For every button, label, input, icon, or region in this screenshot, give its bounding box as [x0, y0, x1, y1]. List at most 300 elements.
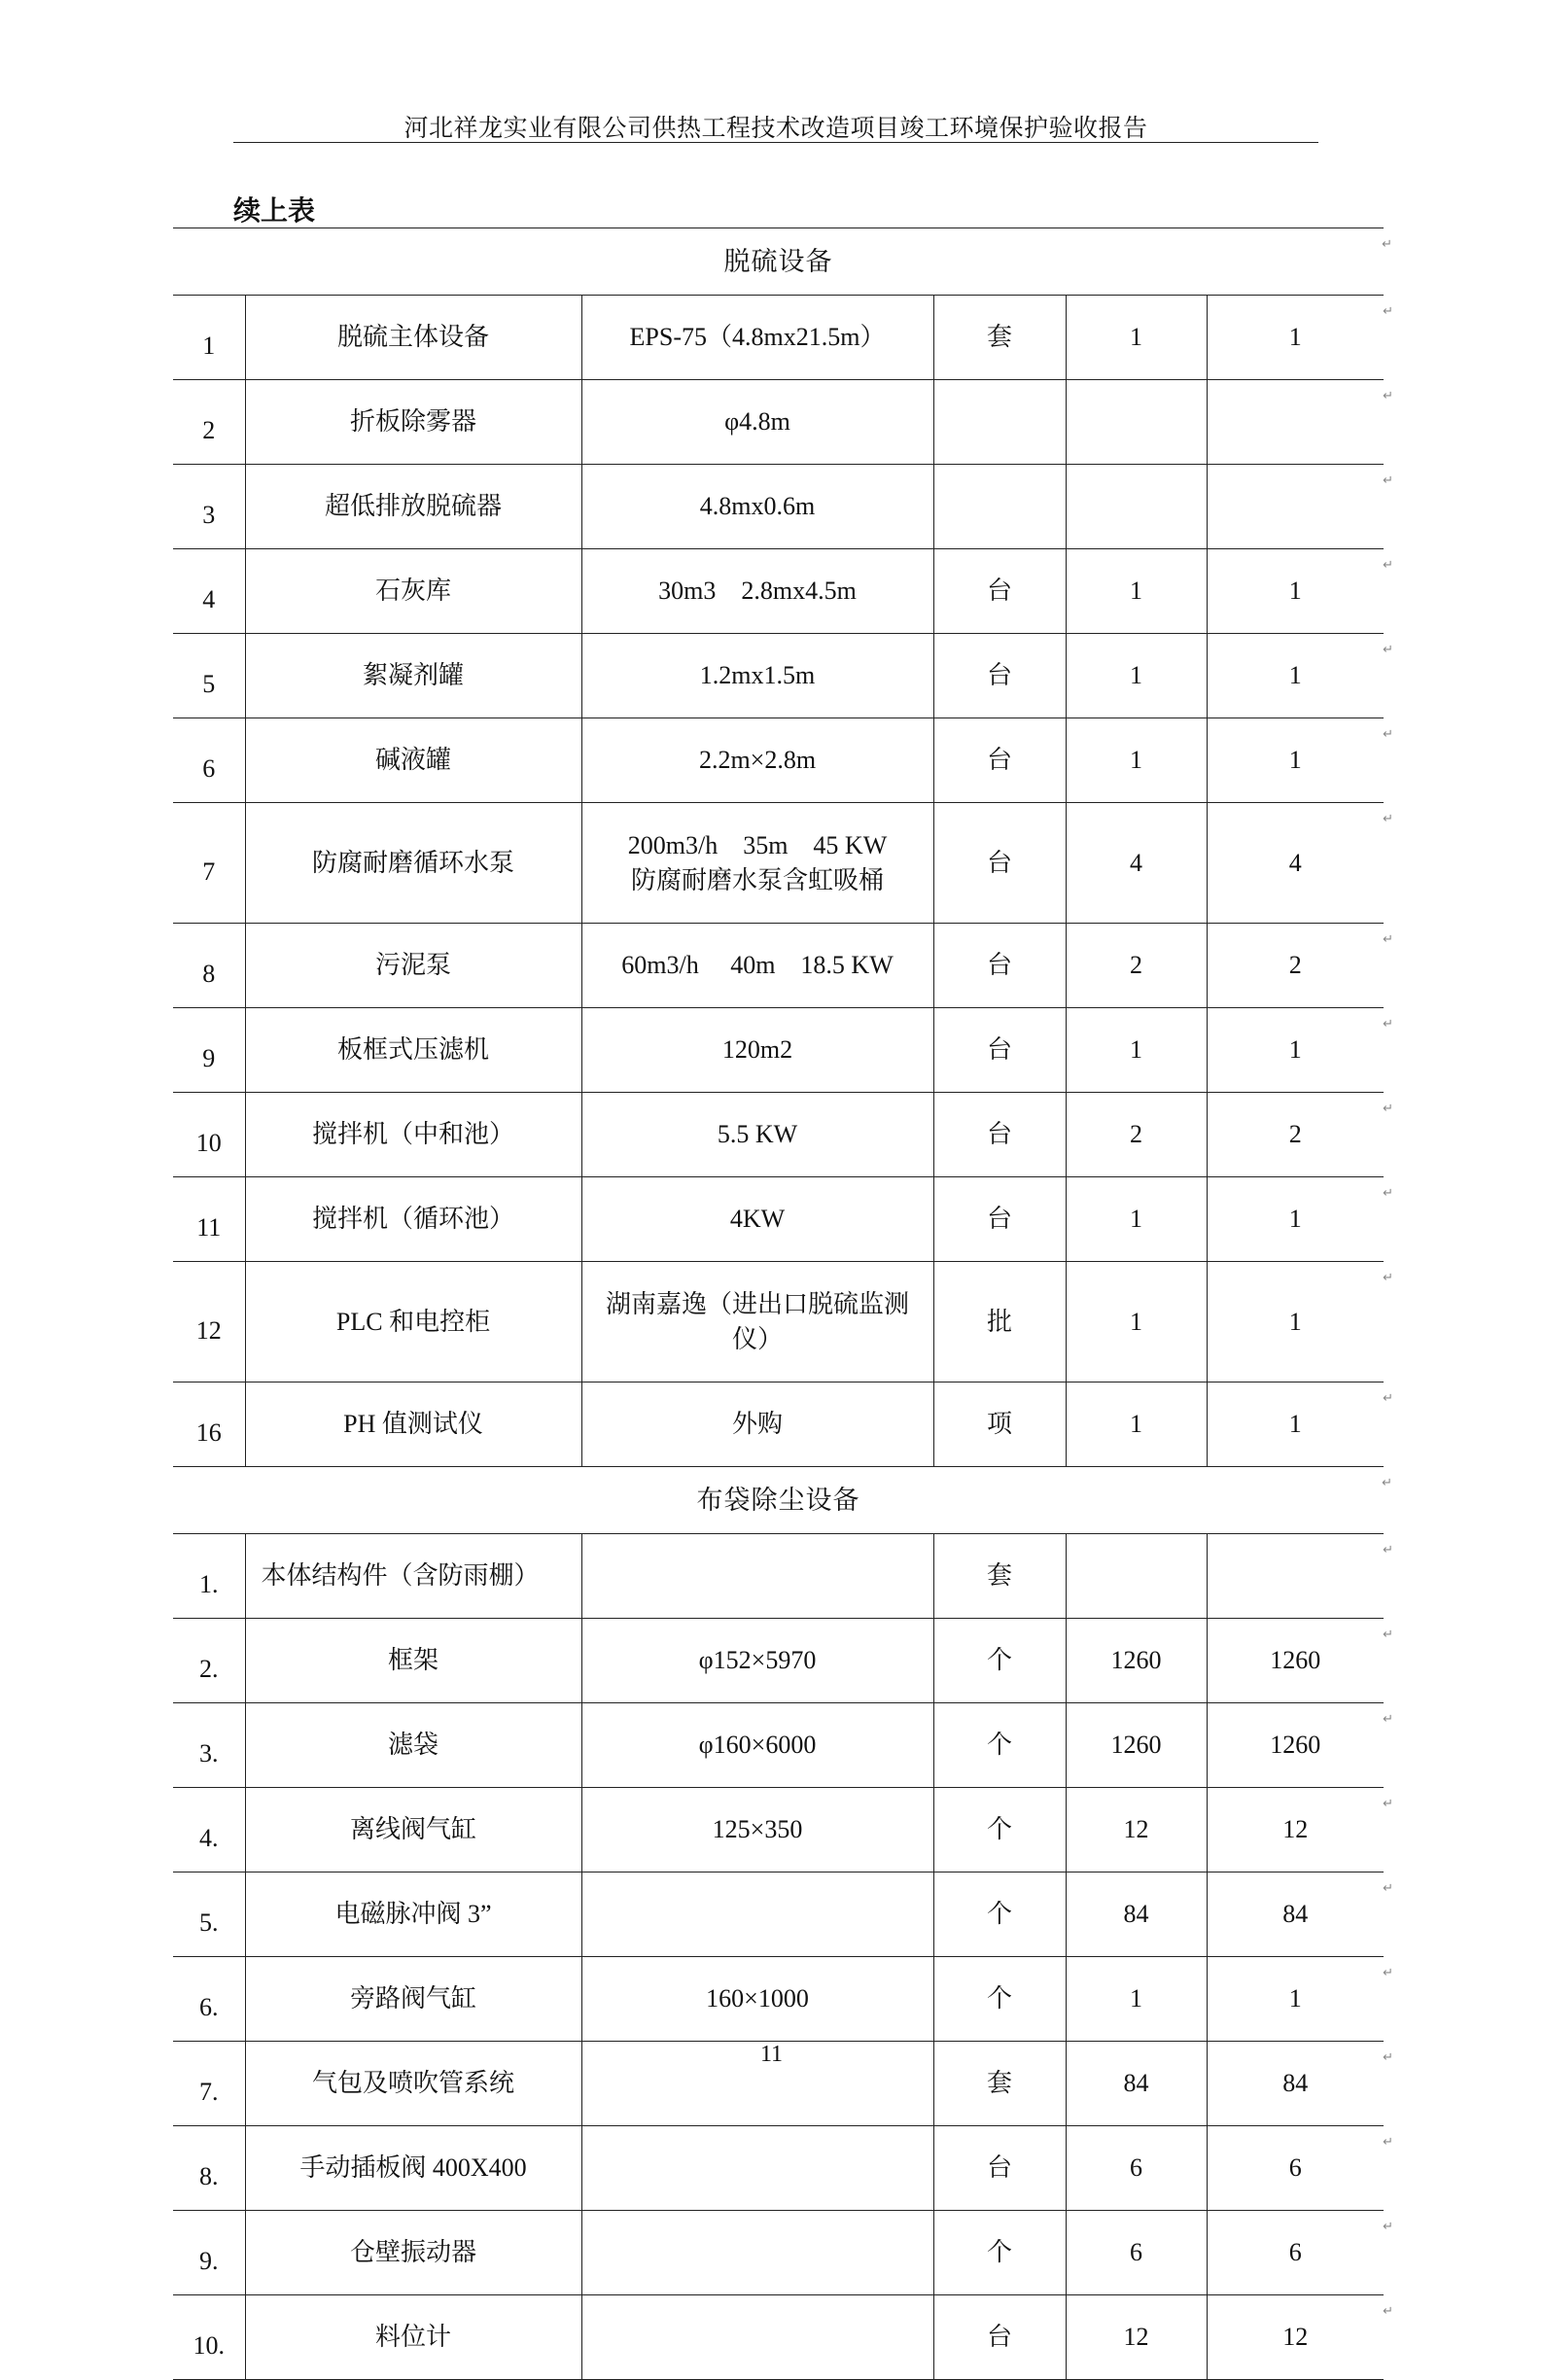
page-header-title: 河北祥龙实业有限公司供热工程技术改造项目竣工环境保护验收报告: [403, 116, 1148, 142]
item-actual-qty: 12: [1282, 2323, 1309, 2352]
item-number: 2: [202, 416, 216, 445]
item-actual-qty-cell: [1207, 1177, 1394, 1262]
item-spec-cell: [581, 1872, 933, 1957]
item-design-qty: 6: [1130, 2153, 1142, 2183]
item-name-cell: [245, 2126, 581, 2211]
item-actual-qty: 1: [1288, 1984, 1302, 2013]
paragraph-mark-icon: ↵: [1382, 237, 1394, 252]
item-spec-cell: [581, 465, 933, 549]
item-unit-cell: [933, 1382, 1066, 1467]
item-name-cell: [245, 2295, 581, 2380]
item-number-cell: [173, 1703, 245, 1788]
paragraph-mark-icon: ↵: [1383, 558, 1394, 573]
item-actual-qty-cell: [1207, 924, 1394, 1008]
item-number: 3.: [199, 1739, 219, 1768]
item-design-qty-cell: [1066, 2126, 1207, 2211]
item-unit: 台: [986, 848, 1012, 877]
item-name-cell: [245, 1177, 581, 1262]
item-design-qty: 12: [1123, 1815, 1149, 1844]
item-number: 6: [202, 754, 216, 784]
item-design-qty: 1260: [1110, 1646, 1162, 1675]
item-actual-qty: 1260: [1270, 1731, 1321, 1760]
item-actual-qty-cell: [1207, 1262, 1394, 1382]
item-number-cell: [173, 1008, 245, 1093]
item-number-cell: [173, 634, 245, 718]
item-number-cell: [173, 1534, 245, 1619]
item-design-qty-cell: [1066, 1619, 1207, 1703]
item-number-cell: [173, 1619, 245, 1703]
item-name: 防腐耐磨循环水泵: [311, 848, 514, 877]
table-row: [173, 803, 1384, 924]
item-name: 料位计: [374, 2323, 451, 2352]
table-row: [173, 634, 1384, 718]
item-actual-qty: 6: [1288, 2153, 1302, 2183]
item-actual-qty-cell: [1207, 1957, 1394, 2042]
item-actual-qty: 12: [1282, 1815, 1309, 1844]
item-unit: 个: [986, 1984, 1012, 2013]
item-spec-cell: [581, 1262, 933, 1382]
item-unit: 台: [986, 746, 1012, 775]
item-unit-cell: [933, 1957, 1066, 2042]
item-unit-cell: [933, 1008, 1066, 1093]
paragraph-mark-icon: ↵: [1383, 1271, 1394, 1285]
item-design-qty-cell: [1066, 1382, 1207, 1467]
item-unit: 个: [986, 1900, 1012, 1929]
item-unit: 套: [986, 323, 1012, 352]
item-spec: φ160×6000: [698, 1731, 817, 1760]
item-name: 折板除雾器: [349, 407, 476, 437]
item-actual-qty: 1260: [1270, 1646, 1321, 1675]
item-number: 3: [202, 501, 216, 530]
section-header-row: [173, 228, 1384, 296]
table-row: [173, 1957, 1384, 2042]
item-name: 气包及喷吹管系统: [311, 2069, 514, 2098]
item-unit: 台: [986, 1205, 1012, 1234]
table-row: [173, 718, 1384, 803]
item-spec-cell: [581, 1008, 933, 1093]
item-design-qty-cell: [1066, 1262, 1207, 1382]
item-design-qty: 1: [1130, 1307, 1142, 1336]
header-rule: [233, 142, 1318, 143]
item-name: 板框式压滤机: [336, 1035, 489, 1065]
item-unit: 项: [986, 1410, 1012, 1439]
item-spec-cell: [581, 380, 933, 465]
item-spec: 1.2mx1.5m: [699, 661, 816, 690]
item-name-cell: [245, 1703, 581, 1788]
paragraph-mark-icon: ↵: [1383, 1881, 1394, 1896]
item-actual-qty-cell: [1207, 1872, 1394, 1957]
table-row: [173, 1382, 1384, 1467]
item-name-cell: [245, 1619, 581, 1703]
item-spec: 4.8mx0.6m: [699, 492, 816, 521]
item-number-cell: [173, 1788, 245, 1872]
item-unit: 批: [986, 1307, 1012, 1336]
item-design-qty: 1: [1130, 323, 1142, 352]
item-spec: 外购: [731, 1410, 783, 1439]
item-unit-cell: [933, 296, 1066, 380]
paragraph-mark-icon: ↵: [1383, 932, 1394, 947]
paragraph-mark-icon: ↵: [1383, 643, 1394, 657]
item-actual-qty: 1: [1288, 577, 1302, 606]
paragraph-mark-icon: ↵: [1383, 1186, 1394, 1201]
item-design-qty-cell: [1066, 718, 1207, 803]
item-unit: 套: [986, 2069, 1012, 2098]
item-unit-cell: [933, 465, 1066, 549]
item-number: 1.: [199, 1570, 219, 1599]
item-spec-cell: [581, 1619, 933, 1703]
item-name-cell: [245, 1957, 581, 2042]
item-unit-cell: [933, 1177, 1066, 1262]
item-name: 搅拌机（循环池）: [311, 1205, 514, 1234]
item-spec-cell: [581, 634, 933, 718]
item-actual-qty-cell: [1207, 1093, 1394, 1177]
item-design-qty: 1: [1130, 1205, 1142, 1234]
table-row: [173, 2211, 1384, 2295]
item-number: 7: [202, 857, 216, 886]
item-unit-cell: [933, 1093, 1066, 1177]
item-actual-qty: 1: [1288, 1307, 1302, 1336]
item-design-qty: 1: [1130, 661, 1142, 690]
item-number-cell: [173, 2295, 245, 2380]
item-design-qty-cell: [1066, 2211, 1207, 2295]
item-unit-cell: [933, 634, 1066, 718]
paragraph-mark-icon: ↵: [1383, 1712, 1394, 1727]
item-name: 搅拌机（中和池）: [311, 1120, 514, 1149]
item-unit-cell: [933, 2126, 1066, 2211]
paragraph-mark-icon: ↵: [1383, 1543, 1394, 1558]
item-spec: φ152×5970: [698, 1646, 817, 1675]
item-actual-qty-cell: [1207, 2295, 1394, 2380]
item-spec-cell: [581, 803, 933, 924]
page-number: 11: [759, 2042, 784, 2067]
table-row: [173, 549, 1384, 634]
item-unit-cell: [933, 2295, 1066, 2380]
item-number: 12: [195, 1315, 222, 1345]
item-unit: 台: [986, 2323, 1012, 2352]
item-spec: 2.2m×2.8m: [698, 746, 817, 775]
table-row: [173, 296, 1384, 380]
item-number-cell: [173, 924, 245, 1008]
item-unit: 个: [986, 1646, 1012, 1675]
item-name: 电磁脉冲阀 3”: [334, 1900, 492, 1929]
item-unit: 个: [986, 1815, 1012, 1844]
item-name: 离线阀气缸: [349, 1815, 476, 1844]
item-actual-qty-cell: [1207, 1619, 1394, 1703]
item-unit-cell: [933, 924, 1066, 1008]
item-design-qty: 84: [1123, 1900, 1149, 1929]
item-unit-cell: [933, 718, 1066, 803]
item-actual-qty-cell: [1207, 296, 1394, 380]
item-number: 4.: [199, 1824, 219, 1853]
item-number: 10: [195, 1129, 222, 1158]
item-spec: 4KW: [729, 1205, 786, 1234]
paragraph-mark-icon: ↵: [1383, 1966, 1394, 1980]
item-design-qty-cell: [1066, 296, 1207, 380]
item-design-qty-cell: [1066, 1177, 1207, 1262]
item-number: 7.: [199, 2078, 219, 2107]
item-name-cell: [245, 2211, 581, 2295]
item-actual-qty-cell: [1207, 1382, 1394, 1467]
item-actual-qty-cell: [1207, 2126, 1394, 2211]
item-name-cell: [245, 1382, 581, 1467]
paragraph-mark-icon: ↵: [1383, 1102, 1394, 1116]
item-spec-line2: 防腐耐磨水泵含虹吸桶: [630, 865, 884, 894]
paragraph-mark-icon: ↵: [1382, 1476, 1394, 1490]
item-design-qty-cell: [1066, 2295, 1207, 2380]
table-row: [173, 1093, 1384, 1177]
paragraph-mark-icon: ↵: [1383, 2220, 1394, 2234]
item-number: 4: [202, 585, 216, 614]
item-actual-qty-cell: [1207, 1534, 1394, 1619]
item-number-cell: [173, 1262, 245, 1382]
paragraph-mark-icon: ↵: [1383, 2135, 1394, 2150]
item-actual-qty: 1: [1288, 1205, 1302, 1234]
item-unit-cell: [933, 1534, 1066, 1619]
item-design-qty: 12: [1123, 2323, 1149, 2352]
item-number: 1: [202, 332, 216, 361]
item-design-qty-cell: [1066, 465, 1207, 549]
item-design-qty: 1: [1130, 1410, 1142, 1439]
item-unit-cell: [933, 1788, 1066, 1872]
item-name-cell: [245, 924, 581, 1008]
item-design-qty-cell: [1066, 1788, 1207, 1872]
paragraph-mark-icon: ↵: [1383, 304, 1394, 319]
item-design-qty-cell: [1066, 1703, 1207, 1788]
item-name-cell: [245, 718, 581, 803]
item-actual-qty-cell: [1207, 803, 1394, 924]
item-name: 本体结构件（含防雨棚）: [261, 1561, 540, 1591]
item-number-cell: [173, 465, 245, 549]
item-unit: 套: [986, 1561, 1012, 1591]
item-name: 絮凝剂罐: [362, 661, 464, 690]
item-actual-qty: 1: [1288, 323, 1302, 352]
item-spec: 5.5 KW: [717, 1120, 798, 1149]
item-unit-cell: [933, 380, 1066, 465]
item-number: 5: [202, 670, 216, 699]
item-design-qty-cell: [1066, 803, 1207, 924]
item-name: 脱硫主体设备: [336, 323, 489, 352]
item-actual-qty-cell: [1207, 1008, 1394, 1093]
table-row: [173, 1872, 1384, 1957]
item-actual-qty: 1: [1288, 661, 1302, 690]
item-spec: EPS-75（4.8mx21.5m）: [629, 323, 886, 352]
item-design-qty: 6: [1130, 2238, 1142, 2267]
item-unit-cell: [933, 1703, 1066, 1788]
item-actual-qty: 1: [1288, 746, 1302, 775]
item-design-qty-cell: [1066, 1872, 1207, 1957]
item-name-cell: [245, 296, 581, 380]
item-unit: 台: [986, 1035, 1012, 1065]
table-row: [173, 1177, 1384, 1262]
item-name-cell: [245, 1262, 581, 1382]
item-name: 仓壁振动器: [349, 2238, 476, 2267]
item-name-cell: [245, 549, 581, 634]
item-spec-cell: [581, 296, 933, 380]
item-design-qty: 2: [1130, 951, 1142, 980]
table-row: [173, 924, 1384, 1008]
item-name: 超低排放脱硫器: [324, 492, 502, 521]
item-number: 16: [195, 1418, 222, 1448]
item-spec-cell: [581, 1093, 933, 1177]
item-name: 石灰库: [374, 577, 451, 606]
item-design-qty-cell: [1066, 1534, 1207, 1619]
item-name: 碱液罐: [374, 746, 451, 775]
item-unit-cell: [933, 803, 1066, 924]
item-spec: 湖南嘉逸（进出口脱硫监测: [605, 1290, 909, 1319]
table-row: [173, 1619, 1384, 1703]
item-spec: φ4.8m: [724, 407, 790, 437]
item-actual-qty: 1: [1288, 1410, 1302, 1439]
item-design-qty: 4: [1130, 848, 1142, 877]
item-spec-cell: [581, 1957, 933, 2042]
table-row: [173, 1788, 1384, 1872]
table-row: [173, 1008, 1384, 1093]
item-unit: 个: [986, 1731, 1012, 1760]
item-number: 11: [196, 1213, 222, 1242]
item-number: 2.: [199, 1655, 219, 1684]
item-spec-cell: [581, 2211, 933, 2295]
item-spec: 160×1000: [706, 1984, 809, 2013]
item-spec-cell: [581, 1788, 933, 1872]
item-spec-cell: [581, 1177, 933, 1262]
item-spec-cell: [581, 1703, 933, 1788]
item-actual-qty-cell: [1207, 1788, 1394, 1872]
paragraph-mark-icon: ↵: [1383, 473, 1394, 488]
item-spec-cell: [581, 2126, 933, 2211]
item-spec-cell: [581, 924, 933, 1008]
table-row: [173, 2295, 1384, 2380]
item-number-cell: [173, 296, 245, 380]
item-unit: 台: [986, 577, 1012, 606]
item-actual-qty-cell: [1207, 718, 1394, 803]
item-number: 6.: [199, 1993, 219, 2022]
item-name: PLC 和电控柜: [335, 1307, 491, 1336]
item-number-cell: [173, 2211, 245, 2295]
section-title: 布袋除尘设备 ↵: [173, 1467, 1384, 1534]
item-number-cell: [173, 1957, 245, 2042]
item-unit-cell: [933, 1619, 1066, 1703]
item-name-cell: [245, 634, 581, 718]
item-design-qty-cell: [1066, 634, 1207, 718]
item-name-cell: [245, 380, 581, 465]
item-name-cell: [245, 465, 581, 549]
item-design-qty: 1260: [1110, 1731, 1162, 1760]
item-spec-cell: [581, 2295, 933, 2380]
paragraph-mark-icon: ↵: [1383, 1017, 1394, 1032]
item-number-cell: [173, 1382, 245, 1467]
item-actual-qty: 6: [1288, 2238, 1302, 2267]
item-spec: 120m2: [721, 1035, 793, 1065]
item-design-qty-cell: [1066, 380, 1207, 465]
item-name: 污泥泵: [374, 951, 451, 980]
item-number: 10.: [193, 2331, 225, 2361]
table-row: [173, 1534, 1384, 1619]
item-design-qty: 1: [1130, 577, 1142, 606]
item-unit: 台: [986, 1120, 1012, 1149]
item-unit-cell: [933, 549, 1066, 634]
item-actual-qty-cell: [1207, 380, 1394, 465]
section-header-row: [173, 1467, 1384, 1534]
paragraph-mark-icon: ↵: [1383, 2304, 1394, 2319]
item-name: 框架: [387, 1646, 438, 1675]
item-number: 9.: [199, 2247, 219, 2276]
table-row: [173, 380, 1384, 465]
item-actual-qty-cell: [1207, 2211, 1394, 2295]
paragraph-mark-icon: ↵: [1383, 1391, 1394, 1406]
item-spec: 200m3/h 35m 45 KW: [627, 831, 888, 860]
item-number-cell: [173, 1093, 245, 1177]
item-number: 9: [202, 1044, 216, 1073]
item-unit: 台: [986, 2153, 1012, 2183]
item-actual-qty: 84: [1282, 1900, 1309, 1929]
item-unit-cell: [933, 1872, 1066, 1957]
item-actual-qty-cell: [1207, 465, 1394, 549]
item-name: 旁路阀气缸: [349, 1984, 476, 2013]
item-unit: 个: [986, 2238, 1012, 2267]
item-spec-cell: [581, 1534, 933, 1619]
paragraph-mark-icon: ↵: [1383, 727, 1394, 742]
item-unit: 台: [986, 661, 1012, 690]
item-spec-line2: 仪）: [731, 1324, 783, 1353]
item-unit-cell: [933, 2211, 1066, 2295]
item-name-cell: [245, 1093, 581, 1177]
item-number-cell: [173, 1872, 245, 1957]
item-spec: 30m3 2.8mx4.5m: [658, 577, 857, 606]
item-spec-cell: [581, 549, 933, 634]
item-number: 5.: [199, 1908, 219, 1938]
item-actual-qty: 2: [1288, 951, 1302, 980]
item-spec-cell: [581, 718, 933, 803]
section-title: 脱硫设备 ↵: [173, 228, 1384, 296]
item-actual-qty: 2: [1288, 1120, 1302, 1149]
table-row: [173, 1703, 1384, 1788]
item-design-qty: 84: [1123, 2069, 1149, 2098]
item-actual-qty-cell: [1207, 549, 1394, 634]
item-design-qty-cell: [1066, 1957, 1207, 2042]
item-name: PH 值测试仪: [343, 1410, 483, 1439]
item-design-qty-cell: [1066, 1008, 1207, 1093]
item-design-qty: 1: [1130, 1984, 1142, 2013]
item-design-qty-cell: [1066, 924, 1207, 1008]
item-actual-qty: 4: [1288, 848, 1302, 877]
item-actual-qty-cell: [1207, 1703, 1394, 1788]
item-spec: 125×350: [712, 1815, 803, 1844]
table-row: [173, 2126, 1384, 2211]
paragraph-mark-icon: ↵: [1383, 2050, 1394, 2065]
item-name-cell: [245, 1008, 581, 1093]
table-row: [173, 465, 1384, 549]
paragraph-mark-icon: ↵: [1383, 812, 1394, 826]
item-design-qty: 1: [1130, 1035, 1142, 1065]
item-actual-qty: 84: [1282, 2069, 1309, 2098]
item-unit: 台: [986, 951, 1012, 980]
item-name-cell: [245, 1788, 581, 1872]
paragraph-mark-icon: ↵: [1383, 1628, 1394, 1642]
item-actual-qty: 1: [1288, 1035, 1302, 1065]
item-design-qty-cell: [1066, 549, 1207, 634]
item-spec-cell: [581, 1382, 933, 1467]
item-name: 手动插板阀 400X400: [299, 2153, 527, 2183]
paragraph-mark-icon: ↵: [1383, 1797, 1394, 1811]
paragraph-mark-icon: ↵: [1383, 389, 1394, 403]
item-unit-cell: [933, 1262, 1066, 1382]
item-actual-qty-cell: [1207, 634, 1394, 718]
item-design-qty-cell: [1066, 1093, 1207, 1177]
item-name-cell: [245, 1534, 581, 1619]
item-number-cell: [173, 803, 245, 924]
item-design-qty: 2: [1130, 1120, 1142, 1149]
item-number: 8: [202, 960, 216, 989]
